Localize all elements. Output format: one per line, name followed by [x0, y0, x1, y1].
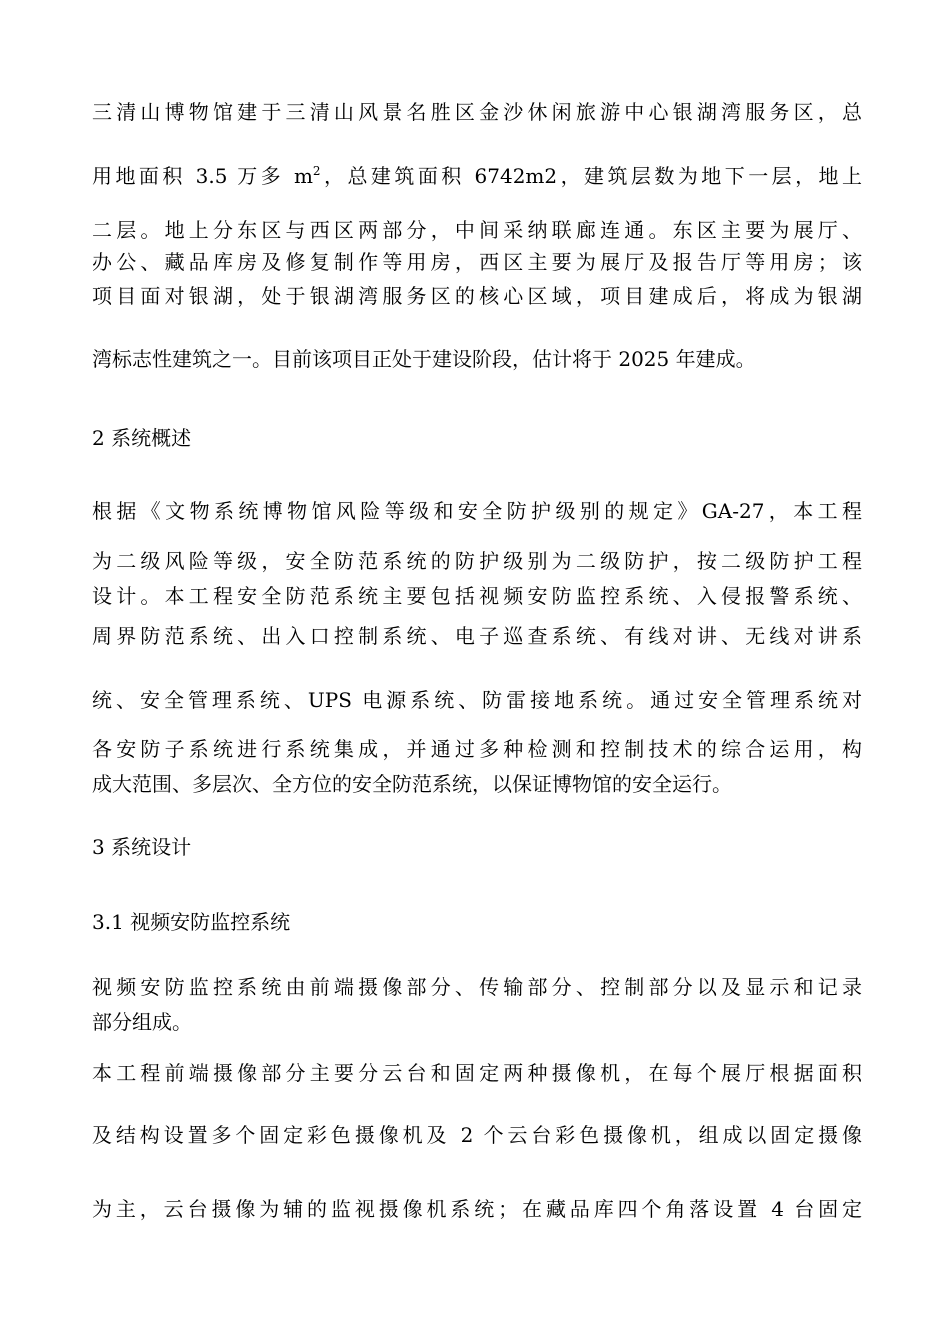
- video-line-2: 部分组成。: [92, 1010, 192, 1034]
- video-line-5: 为主，云台摄像为辅的监视摄像机系统；在藏品库四个角落设置 4 台固定: [92, 1197, 862, 1221]
- overview-line-2: 为二级风险等级，安全防范系统的防护级别为二级防护，按二级防护工程: [92, 549, 862, 573]
- overview-line-7: 成大范围、多层次、全方位的安全防范系统，以保证博物馆的安全运行。: [92, 772, 732, 796]
- video-line-1: 视频安防监控系统由前端摄像部分、传输部分、控制部分以及显示和记录: [92, 975, 862, 999]
- intro-line-4: 办公、藏品库房及修复制作等用房，西区主要为展厅及报告厅等用房；该: [92, 250, 862, 274]
- heading-2: 2 系统概述: [92, 426, 192, 450]
- overview-line-5: 统、安全管理系统、UPS 电源系统、防雷接地系统。通过安全管理系统对: [92, 688, 862, 712]
- intro-line-2-end: ，总建筑面积 6742m2，建筑层数为地下一层，地上: [320, 164, 862, 188]
- heading-3-1: 3.1 视频安防监控系统: [92, 910, 291, 934]
- overview-line-3: 设计。本工程安全防范系统主要包括视频安防监控系统、入侵报警系统、: [92, 584, 862, 608]
- intro-superscript: 2: [312, 164, 321, 178]
- overview-line-4: 周界防范系统、出入口控制系统、电子巡查系统、有线对讲、无线对讲系: [92, 624, 862, 648]
- intro-line-3: 二层。地上分东区与西区两部分，中间采纳联廊连通。东区主要为展厅、: [92, 218, 862, 242]
- video-line-4: 及结构设置多个固定彩色摄像机及 2 个云台彩色摄像机，组成以固定摄像: [92, 1123, 862, 1147]
- overview-line-6: 各安防子系统进行系统集成，并通过多种检测和控制技术的综合运用，构: [92, 737, 862, 761]
- intro-line-2: [92, 162, 862, 190]
- intro-line-2-start: 用地面积 3.5 万多 m: [92, 164, 313, 188]
- intro-line-5: 项目面对银湖，处于银湖湾服务区的核心区域，项目建成后，将成为银湖: [92, 284, 862, 308]
- intro-line-6: 湾标志性建筑之一。目前该项目正处于建设阶段，估计将于 2025 年建成。: [92, 347, 756, 371]
- overview-line-1: 根据《文物系统博物馆风险等级和安全防护级别的规定》GA-27，本工程: [92, 499, 862, 523]
- video-line-3: 本工程前端摄像部分主要分云台和固定两种摄像机，在每个展厅根据面积: [92, 1061, 862, 1085]
- intro-line-1: 三清山博物馆建于三清山风景名胜区金沙休闲旅游中心银湖湾服务区，总: [92, 100, 862, 124]
- heading-3: 3 系统设计: [92, 835, 192, 859]
